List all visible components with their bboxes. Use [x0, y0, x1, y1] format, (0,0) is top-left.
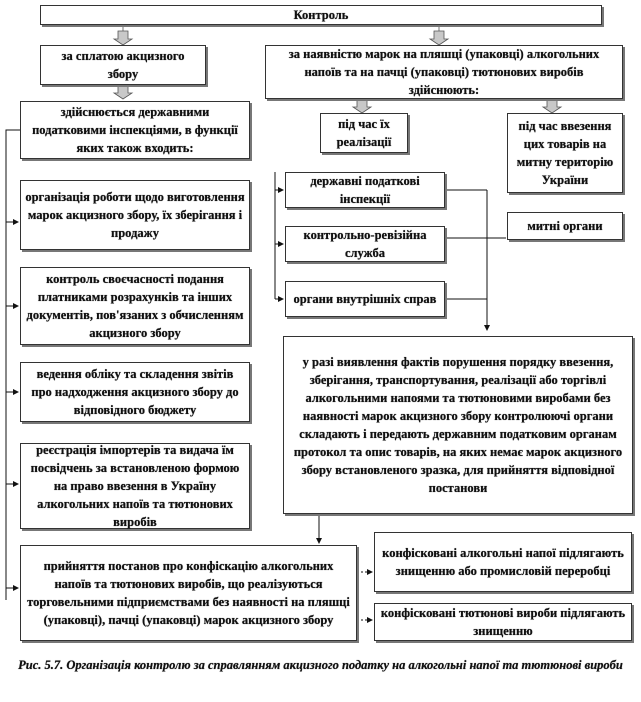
- confiscation-decisions-box: [20, 545, 357, 641]
- during-import-box: [507, 113, 623, 193]
- body-state-tax-inspections-text: державні податкові інспекції: [310, 174, 420, 206]
- function-stamp-production-text: організація роботи щодо виготовлення марок акцизного збору, їх зберігання і продажу: [25, 190, 245, 240]
- body-audit-service-text: контрольно-ревізійна служба: [303, 228, 427, 260]
- function-timely-submission-text: контроль своєчасності подання платниками розрахунків та інших документів, пов'язаних з обчисленням акцизного збору: [26, 272, 244, 340]
- during-sale-box: [320, 113, 408, 153]
- function-stamp-production: [20, 180, 250, 250]
- tax-inspections-text: здійснюється державними податковими інспекціями, в функції яких також входить:: [32, 105, 238, 155]
- excise-payment-box: [40, 45, 206, 85]
- customs-bodies-box: [507, 212, 623, 240]
- confiscation-decisions-text: прийняття постанов про конфіскацію алкогольних напоїв та тютюнових виробів, що реалізуються торговельними підприємствами без наявності на пляшці (упаковці), пачці (упаковці) марок акцизного збору: [27, 559, 350, 627]
- left-bracket-line: [6, 130, 20, 600]
- block-arrow-during-import: [543, 99, 561, 113]
- block-arrow-left-head: [114, 31, 132, 45]
- function-importer-registration: [20, 443, 250, 529]
- body-state-tax-inspections: [285, 172, 445, 208]
- function-accounting-reports-text: ведення обліку та складення звітів про надходження акцизного збору до відповідного бюджету: [31, 367, 239, 417]
- figure-caption: [10, 656, 631, 675]
- block-arrow-tax-inspections: [114, 85, 132, 99]
- stamps-presence-text: за наявністю марок на пляшці (упаковці) алкогольних напоїв та на пачці (упаковці) тютюнових виробів здійснюють:: [288, 47, 600, 97]
- alcohol-result-text: конфісковані алкогольні напої підлягають знищенню або промисловій переробці: [382, 546, 624, 578]
- control-title-text: Контроль: [293, 8, 349, 22]
- tobacco-result-text: конфісковані тютюнові вироби підлягають знищенню: [380, 606, 626, 638]
- violations-protocol-box: [283, 336, 633, 514]
- function-importer-registration-text: реєстрація імпортерів та видача їм посвідчень за встановленою формою на право ввезення в Україну алкогольних напоїв та тютюнових виробів: [30, 443, 240, 529]
- body-internal-affairs: [285, 281, 445, 317]
- violations-protocol-text: у разі виявлення фактів порушення порядку ввезення, зберігання, транспортування, реалізації або торгівлі алкогольними напоями та тютюновими виробами без наявності марок акцизного збору контролюючі органи складають і передають державним податковим органам протокол та опис товарів, на яких немає марок акцизного збору встановленого зразка, для прийняття відповідної постанови: [293, 355, 623, 495]
- alcohol-result-box: [374, 532, 632, 592]
- customs-bodies-text: митні органи: [527, 219, 603, 233]
- block-arrow-right-head: [430, 31, 448, 45]
- function-timely-submission: [20, 267, 250, 345]
- tax-inspections-box: [20, 101, 250, 159]
- body-internal-affairs-text: органи внутрішніх справ: [293, 292, 437, 306]
- function-accounting-reports: [20, 362, 250, 422]
- during-sale-text: під час їх реалізації: [336, 117, 392, 149]
- block-arrow-during-sale: [353, 99, 371, 113]
- tobacco-result-box: [374, 603, 632, 641]
- control-title: [40, 5, 602, 25]
- excise-payment-text: за сплатою акцизного збору: [61, 49, 185, 81]
- stamps-presence-box: [265, 45, 623, 99]
- during-import-text: під час ввезення цих товарів на митну територію України: [516, 119, 614, 187]
- body-audit-service: [285, 226, 445, 262]
- figure-caption-text: Рис. 5.7. Організація контролю за справлянням акцизного податку на алкогольні напої та тютюнові вироби: [18, 658, 623, 672]
